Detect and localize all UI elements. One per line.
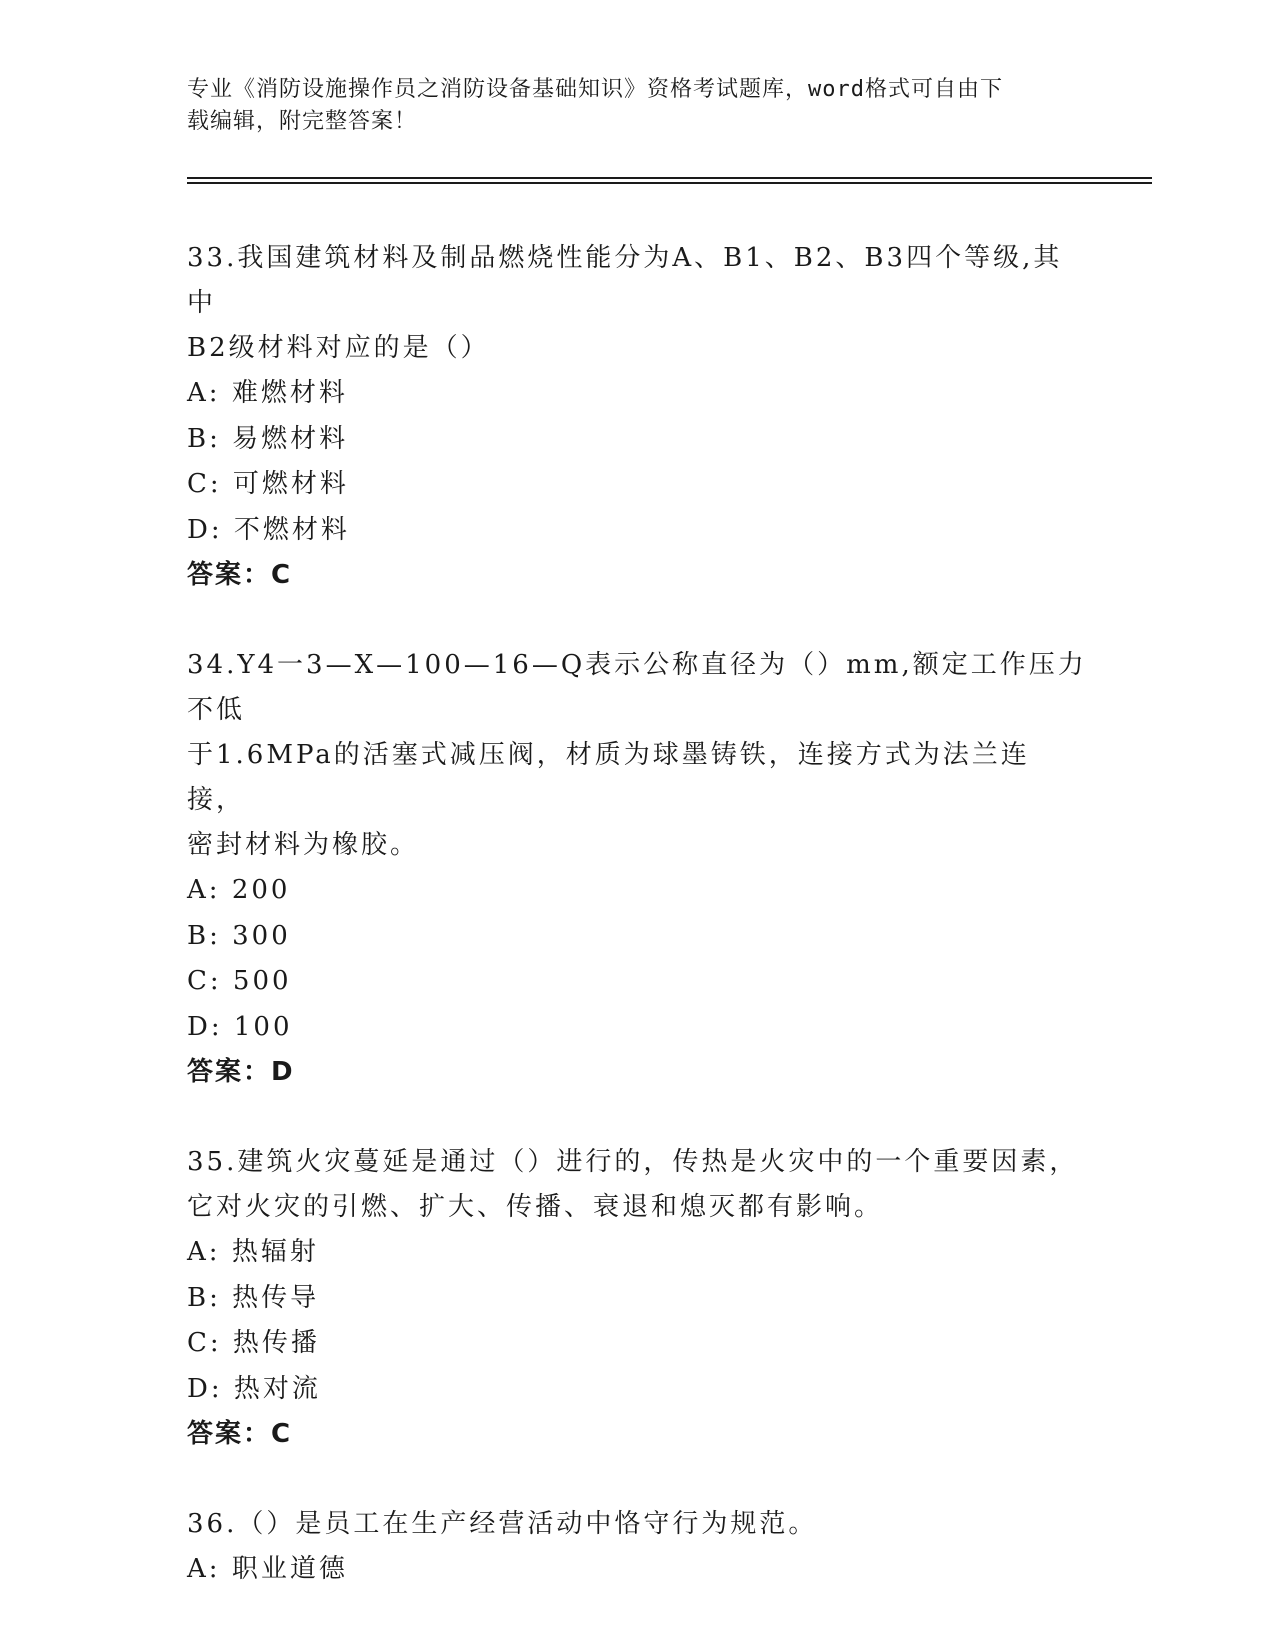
option-text: 职业道德 [231, 1554, 348, 1584]
option-c [187, 462, 1087, 508]
question-36 [187, 1502, 1087, 1593]
option-key: A: [187, 1554, 221, 1584]
question-text-line: 于1.6MPa的活塞式减压阀，材质为球墨铸铁，连接方式为法兰连接， [187, 740, 1030, 815]
option-text: 热传播 [232, 1328, 320, 1358]
answer-label: 答案：D [187, 1057, 295, 1087]
question-text-line: 36.（）是员工在生产经营活动中恪守行为规范。 [187, 1509, 818, 1539]
question-text-line: B2级材料对应的是（） [187, 333, 490, 363]
option-text: 不燃材料 [233, 514, 350, 545]
option-text: 100 [233, 1011, 293, 1042]
option-c [187, 959, 1087, 1005]
option-key: C: [187, 966, 222, 996]
question-text-line: 34.Y4一3—X—100—16—Q表示公称直径为（）mm,额定工作压力不低 [187, 650, 1087, 725]
option-key: B: [187, 920, 221, 951]
option-b [187, 914, 1087, 960]
option-key: A: [187, 1237, 221, 1267]
option-key: A: [187, 378, 221, 408]
option-d [187, 508, 1087, 554]
question-text-line: 33.我国建筑材料及制品燃烧性能分为A、B1、B2、B3四个等级,其中 [187, 243, 1063, 318]
option-b [187, 1276, 1087, 1322]
option-text: 200 [231, 875, 291, 905]
question-33 [187, 236, 1087, 598]
option-text: 易燃材料 [232, 423, 349, 454]
option-key: D: [187, 1011, 223, 1042]
question-35 [187, 1140, 1087, 1457]
document-header [187, 74, 1067, 138]
question-text-line: 它对火灾的引燃、扩大、传播、衰退和熄灭都有影响。 [187, 1192, 884, 1222]
option-a [187, 371, 1087, 417]
option-text: 难燃材料 [231, 378, 348, 408]
option-c [187, 1321, 1087, 1367]
option-key: D: [187, 514, 223, 545]
option-a [187, 1547, 1087, 1593]
question-text-line: 密封材料为橡胶。 [187, 830, 420, 860]
option-key: D: [187, 1373, 223, 1404]
option-key: B: [187, 423, 221, 454]
option-b [187, 417, 1087, 463]
option-text: 300 [232, 920, 291, 951]
question-text [187, 236, 1087, 371]
option-text: 热对流 [233, 1373, 321, 1404]
header-line-1: 专业《消防设施操作员之消防设备基础知识》资格考试题库，word格式可自由下 [187, 77, 1003, 102]
option-text: 可燃材料 [232, 469, 349, 499]
option-key: B: [187, 1282, 221, 1313]
answer-label: 答案：C [187, 1419, 293, 1449]
option-key: C: [187, 1328, 222, 1358]
question-text-line: 35.建筑火灾蔓延是通过（）进行的，传热是火灾中的一个重要因素， [187, 1147, 1079, 1177]
question-34 [187, 643, 1087, 1095]
option-text: 500 [232, 966, 292, 996]
option-text: 热传导 [232, 1282, 320, 1313]
header-line-2: 载编辑，附完整答案！ [187, 109, 418, 134]
option-text: 热辐射 [231, 1237, 319, 1267]
question-text [187, 1140, 1087, 1230]
option-a [187, 1230, 1087, 1276]
option-key: A: [187, 875, 221, 905]
header-divider-top [187, 177, 1152, 179]
option-key: C: [187, 469, 222, 499]
header-divider-bottom [187, 182, 1152, 184]
answer-label: 答案：C [187, 560, 293, 590]
question-text [187, 1502, 1087, 1547]
option-d [187, 1367, 1087, 1413]
option-a [187, 868, 1087, 914]
question-text [187, 643, 1087, 868]
question-list [187, 236, 1087, 1638]
option-d [187, 1005, 1087, 1051]
